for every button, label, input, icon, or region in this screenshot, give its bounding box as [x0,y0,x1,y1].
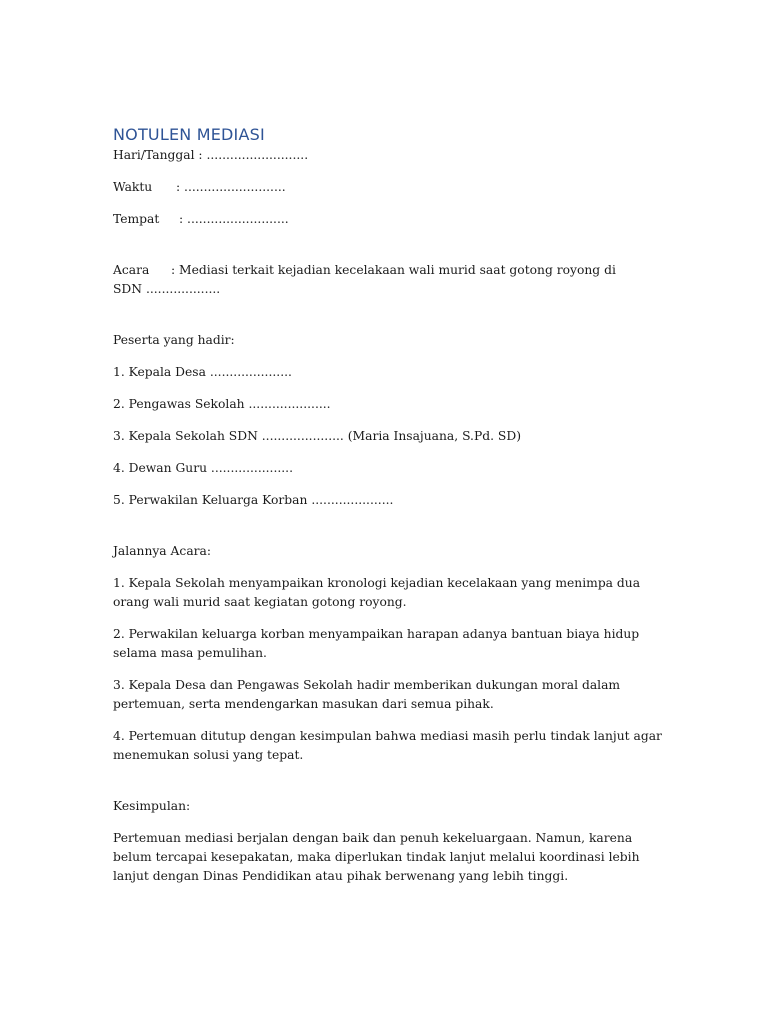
jalannya-acara-item: 3. Kepala Desa dan Pengawas Sekolah hadir memberikan dukungan moral dalam pertemuan, serta mendengarkan masukan dari semua pihak. [113,678,621,711]
field-acara-label: Acara [113,263,150,277]
jalannya-acara-item: 2. Perwakilan keluarga korban menyampaikan harapan adanya bantuan biaya hidup selama masa pemulihan. [113,627,640,660]
peserta-item: 2. Pengawas Sekolah ..................... [113,397,331,411]
peserta-item: 3. Kepala Sekolah SDN ..................... (Maria Insajuana, S.Pd. SD) [113,429,522,443]
field-waktu [113,178,673,197]
kesimpulan-text: Pertemuan mediasi berjalan dengan baik dan penuh kekeluargaan. Namun, karena belum tercapai kesepakatan, maka diperlukan tindak lanjut melalui koordinasi lebih lanjut dengan Dinas Pendidikan atau pihak berwenang yang lebih tinggi. [113,831,640,883]
field-tempat-value: : .......................... [179,212,289,226]
kesimpulan-heading: Kesimpulan: [113,799,191,813]
peserta-item: 5. Perwakilan Keluarga Korban ..................... [113,493,394,507]
field-waktu-value: : .......................... [176,180,286,194]
field-acara-value: : Mediasi terkait kejadian kecelakaan wali murid saat gotong royong di [171,263,616,277]
field-waktu-label: Waktu [113,180,153,194]
field-acara [113,261,673,280]
jalannya-acara-heading: Jalannya Acara: [113,544,212,558]
jalannya-acara-item: 4. Pertemuan ditutup dengan kesimpulan bahwa mediasi masih perlu tindak lanjut agar menemukan solusi yang tepat. [113,729,662,762]
jalannya-acara-item: 1. Kepala Sekolah menyampaikan kronologi kejadian kecelakaan yang menimpa dua orang wali murid saat kegiatan gotong royong. [113,576,641,609]
peserta-heading: Peserta yang hadir: [113,333,235,347]
field-tempat [113,210,673,229]
field-hari-tanggal: Hari/Tanggal : .......................... [113,148,309,162]
document-title: NOTULEN MEDIASI [113,125,265,144]
peserta-item: 1. Kepala Desa ..................... [113,365,292,379]
field-tempat-label: Tempat [113,212,160,226]
peserta-item: 4. Dewan Guru ..................... [113,461,293,475]
field-acara-continuation: SDN ................... [113,282,221,296]
document-page [113,124,673,886]
